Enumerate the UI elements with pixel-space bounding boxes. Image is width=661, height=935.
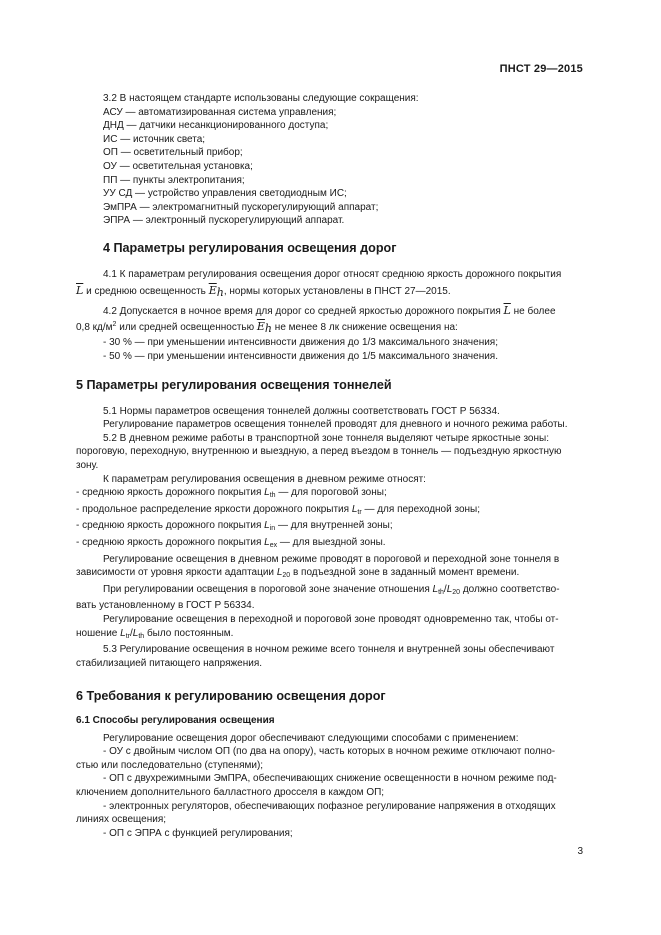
document-id: ПНСТ 29—2015 <box>499 63 583 75</box>
page-number: 3 <box>577 846 583 857</box>
p42-line1: 4.2 Допускается в ночное время для дорог со средней яркостью дорожного покрытия $\overline{L}$ не более <box>103 303 556 317</box>
abbrev-item: ПП — пункты электропитания; <box>103 174 245 186</box>
page-body <box>76 92 583 840</box>
section-4-body <box>76 268 583 364</box>
abbreviations-section <box>103 92 583 228</box>
luminance-symbol: $\overline{L}$ <box>503 303 511 317</box>
list-item: - ОП с ЭПРА с функцией регулирования; <box>103 827 293 839</box>
list-item: - электронных регуляторов, обеспечивающих пофазное регулирование напряжения в отходящих <box>103 800 556 812</box>
abbrev-intro: 3.2 В настоящем стандарте использованы следующие сокращения: <box>103 93 419 104</box>
section-4-title: 4 Параметры регулирования освещения дорог <box>103 240 397 255</box>
abbrev-item: УУ СД — устройство управления светодиодным ИС; <box>103 188 347 200</box>
list-item: - продольное распределение яркости дорожного покрытия $L_{tr}$ — для переходной зоны; <box>76 503 480 516</box>
section-5-body: 5.1 Нормы параметров освещения тоннелей должны соответствовать ГОСТ Р 56334. Регулирование параметров освещения тоннелей проводят для дневного и ночного режима работы. 5.2 В дневном режиме работы в транспортной зоне тоннеля выделяют четыре яркостные зоны: пороговую, переходную, внутреннюю и выездную, а перед въездом в тоннель — подъездную яркостную зону. К параметрам регулирования освещения в дневном режиме относят: - среднюю яркость дорожного покрытия $L_{th}$ — для пороговой зоны; - продольное распределение яркости дорожного покрытия $L_{tr}$ — для переходной зоны; - среднюю яркость дорожного покрытия $L_{in}$ — для внутренней зоны; - среднюю яркость дорожного покрытия $L_{ex}$ — для выездной зоны. Регулирование освещения в дневном режиме проводят в пороговой и переходной зоне тоннеля в зависимости от уровня яркости адаптации $L_{20}$ в подъездной зоне в заданный момент времени. При регулировании освещения в пороговой зоне значение отношения $L_{th}/L_{20}$ должно соответство- вать установленному в ГОСТ Р 56334. Регулирование освещения в переходной и пороговой зоне проводят одновременно так, чтобы от- ношение $L_{tr}/L_{th}$ было постоянным. 5.3 Регулирование освещения в ночном режиме всего тоннеля и внутренней зоны обеспечивают стабилизацией питающего напряжения. <box>103 405 583 671</box>
luminance-symbol: $\overline{L}$ <box>76 284 84 298</box>
list-item: - ОП с двухрежимными ЭмПРА, обеспечивающих снижение освещенности в ночном режиме под- <box>103 773 557 785</box>
list-item: - среднюю яркость дорожного покрытия $L_{ex}$ — для выездной зоны. <box>76 537 386 550</box>
subsection-6-1-title: 6.1 Способы регулирования освещения <box>76 714 275 726</box>
abbrev-item: ДНД — датчики несанкционированного доступа; <box>103 120 329 132</box>
section-6-body: 6.1 Способы регулирования освещения Регулирование освещения дорог обеспечивают следующими способами с применением: - ОУ с двойным числом ОП (по два на опору), часть которых в ночном режиме отключают полно- стью или последовательно (ступенями); - ОП с двухрежимными ЭмПРА, обеспечивающих снижение освещенности в ночном режиме под- ключением дополнительного балластного дросселя в каждом ОП; - электронных регуляторов, обеспечивающих пофазное регулирование напряжения в отходящих линиях освещения; - ОП с ЭПРА с функцией регулирования; <box>103 714 583 840</box>
list-item: - среднюю яркость дорожного покрытия $L_{in}$ — для внутренней зоны; <box>76 520 393 533</box>
section-5-title: 5 Параметры регулирования освещения тоннелей <box>76 378 392 393</box>
abbrev-item: ОУ — осветительная установка; <box>103 160 253 172</box>
abbrev-item: АСУ — автоматизированная система управления; <box>103 106 337 118</box>
abbrev-item: ОП — осветительный прибор; <box>103 147 243 159</box>
list-item: - среднюю яркость дорожного покрытия $L_{th}$ — для пороговой зоны; <box>76 487 387 500</box>
section-6-title: 6 Требования к регулированию освещения дорог <box>76 689 386 704</box>
illuminance-symbol: $\overline{E}$ <box>208 284 217 298</box>
list-item: - ОУ с двойным числом ОП (по два на опору), часть которых в ночном режиме отключают полно- <box>103 746 556 758</box>
abbrev-item: ЭПРА — электронный пускорегулирующий аппарат. <box>103 215 345 227</box>
illuminance-symbol: $\overline{E}$ <box>256 320 265 334</box>
abbrev-item: ЭмПРА — электромагнитный пускорегулирующий аппарат; <box>103 201 379 213</box>
abbrev-item: ИС — источник света; <box>103 133 206 145</box>
p41-line2: $\overline{L}$ и среднюю освещенность $\overline{E}_h$, нормы которых установлены в ПНСТ 27—2015. <box>76 284 451 300</box>
list-item: - 30 % — при уменьшении интенсивности движения до 1/3 максимального значения; <box>103 336 499 348</box>
p41-line1: 4.1 К параметрам регулирования освещения дорог относят среднюю яркость дорожного покрытия <box>103 268 562 280</box>
list-item: - 50 % — при уменьшении интенсивности движения до 1/5 максимального значения. <box>103 350 499 362</box>
p42-line2: 0,8 $кд/м^2$ или средней освещенностью $\overline{E}_h$ не менее 8 лк снижение освещения на: <box>76 320 458 336</box>
